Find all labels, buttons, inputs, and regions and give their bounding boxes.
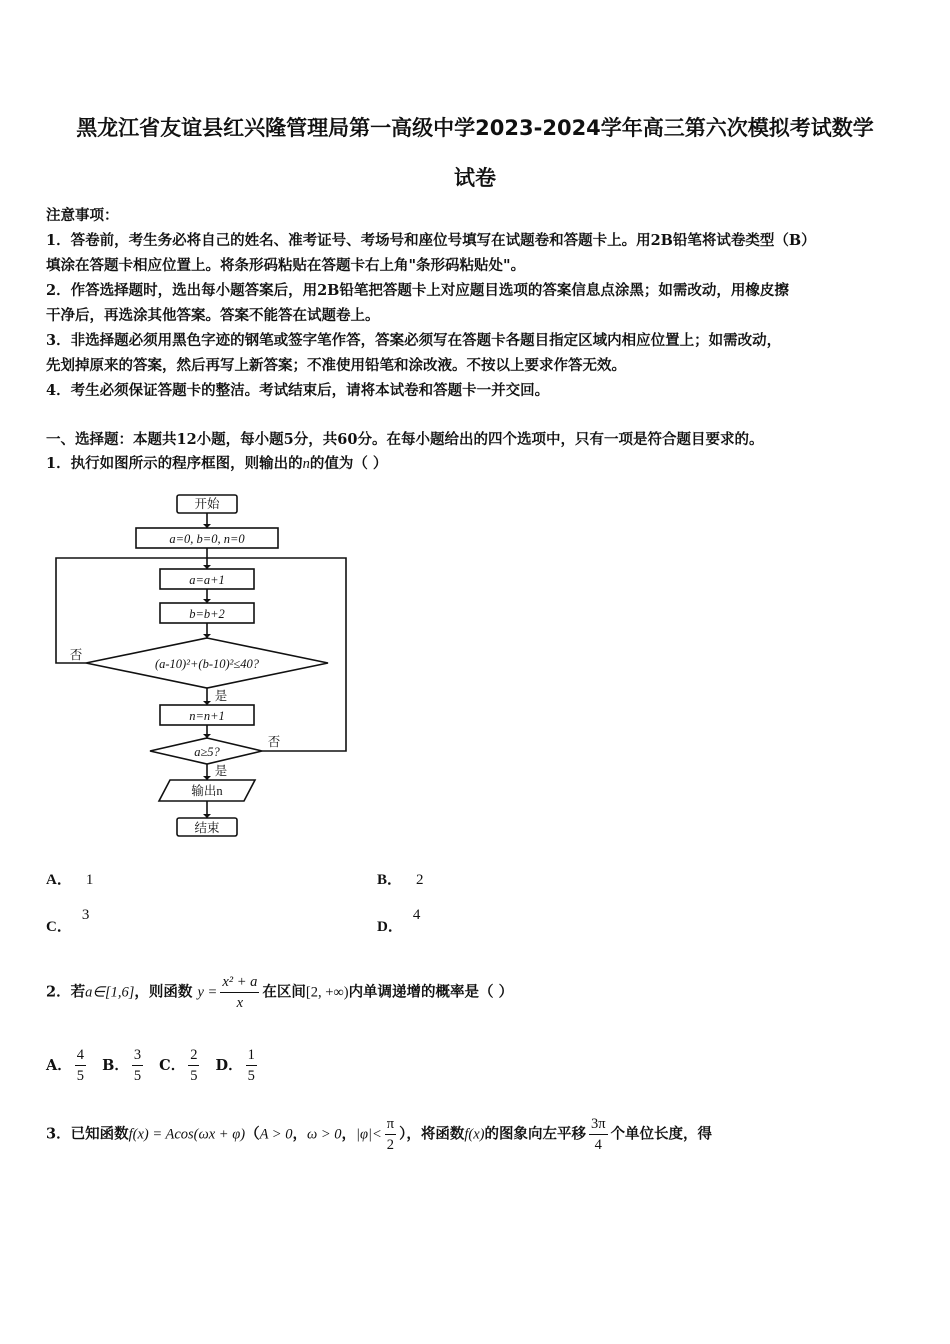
flow-cond1-label: (a-10)²+(b-10)²≤40? <box>154 657 260 671</box>
q3-c2: ω > 0 <box>306 1126 342 1143</box>
flow-start-label: 开始 <box>194 497 220 511</box>
q3-shift-fraction: $\frac{3\pi}{4}$ <box>590 1116 606 1153</box>
q3-prefix: 3．已知函数 <box>46 1125 129 1143</box>
q2-suffix: 内单调递增的概率是（ ） <box>348 983 514 1001</box>
notes-line: 先划掉原来的答案，然后再写上新答案；不准使用铅笔和涂改液。不按以上要求作答无效。 <box>46 357 626 374</box>
notes-line: 干净后，再选涂其他答案。答案不能答在试题卷上。 <box>46 307 380 324</box>
notes-heading: 注意事项： <box>46 207 119 224</box>
q2-fraction-num: x² + a <box>220 972 259 993</box>
q2-option-c-label: C． <box>159 1056 186 1074</box>
flow-end-label: 结束 <box>194 821 220 835</box>
page-title-line1: 黑龙江省友谊县红兴隆管理局第一高级中学2023-2024学年高三第六次模拟考试数学 <box>76 116 874 140</box>
q2-option-d-label: D． <box>215 1056 243 1074</box>
q3-sep1: ， <box>292 1125 307 1143</box>
notes-line: 1．答卷前，考生务必将自己的姓名、准考证号、考场号和座位号填写在试题卷和答题卡上。用2B铅笔将试卷类型（B） <box>46 232 816 249</box>
q1-option-a-value: 1 <box>85 872 94 888</box>
notes-line: 填涂在答题卡相应位置上。将条形码粘贴在答题卡右上角"条形码粘贴处"。 <box>46 257 526 274</box>
q2-fraction <box>220 972 259 1013</box>
flowchart <box>50 490 360 840</box>
q2-option-a-fraction: $\frac{4}{5}$ <box>76 1047 85 1084</box>
q3-fx: f(x) <box>464 1126 485 1143</box>
q2-cond: a∈[1,6] <box>85 984 135 1001</box>
q1-option-b-label: B． <box>377 872 403 888</box>
q3-sep2: ， <box>341 1125 356 1143</box>
q2-y: y = <box>197 984 218 1001</box>
q1-option-a-label: A． <box>46 872 72 888</box>
q2-interval-pre: 在区间 <box>262 983 306 1001</box>
q2-interval: [2, +∞) <box>305 984 349 1001</box>
q2-option-b-fraction: $\frac{3}{5}$ <box>133 1047 142 1084</box>
flow-output-label: 输出n <box>191 784 223 798</box>
q2-option-b-label: B． <box>102 1056 129 1074</box>
q2-prefix: 2．若 <box>46 983 86 1001</box>
q2-fraction-den: x <box>236 995 244 1011</box>
q3-suffix: 个单位长度，得 <box>610 1125 713 1143</box>
page-title-line2: 试卷 <box>454 166 496 190</box>
q1-var: n <box>302 456 310 472</box>
flow-no-label-2: 否 <box>267 735 281 749</box>
q1-option-d-value: 4 <box>412 907 421 923</box>
section-heading: 一、选择题：本题共12小题，每小题5分，共60分。在每小题给出的四个选项中，只有一项是符合题目要求的。 <box>46 431 764 448</box>
q3-c3: |φ|< <box>355 1126 382 1143</box>
flow-yes-label-2: 是 <box>214 764 228 778</box>
q3-cond-close: ），将函数 <box>399 1125 465 1143</box>
flow-no-label-1: 否 <box>69 648 83 662</box>
q3-pi-fraction: $\frac{\pi}{2}$ <box>386 1116 395 1153</box>
q3-cond-open: （ <box>245 1125 260 1143</box>
q2-options <box>46 1045 260 1086</box>
q3-c1: A > 0 <box>259 1126 293 1143</box>
flow-step-n-label: n=n+1 <box>189 709 225 723</box>
q2-option-c-fraction: $\frac{2}{5}$ <box>190 1047 198 1084</box>
q1-option-c[interactable] <box>46 903 90 935</box>
q1-option-d-label: D． <box>377 919 403 935</box>
question-2-stem <box>46 972 513 1013</box>
q2-mid: ，则函数 <box>134 983 193 1001</box>
q1-option-c-label: C． <box>46 919 72 935</box>
flow-step-b-label: b=b+2 <box>189 607 225 621</box>
q2-option-d-fraction: $\frac{1}{5}$ <box>247 1047 255 1084</box>
notes-line: 2．作答选择题时，选出每小题答案后，用2B铅笔把答题卡上对应题目选项的答案信息点涂黑；如需改动，用橡皮擦 <box>46 282 789 299</box>
q1-option-b-value: 2 <box>416 872 424 888</box>
flow-yes-label-1: 是 <box>214 689 228 703</box>
flow-init-label: a=0, b=0, n=0 <box>169 532 245 546</box>
q3-mid: 的图象向左平移 <box>484 1125 586 1143</box>
q2-option-c[interactable] <box>159 1047 202 1084</box>
q2-option-a[interactable] <box>46 1047 89 1084</box>
q2-option-d[interactable] <box>215 1047 260 1084</box>
question-1-stem <box>46 452 387 473</box>
question-3-stem <box>46 1114 712 1155</box>
q1-option-d[interactable] <box>377 903 421 935</box>
q2-option-b[interactable] <box>102 1047 146 1084</box>
q1-suffix: 的值为（ ） <box>309 455 388 472</box>
q1-prefix: 1．执行如图所示的程序框图，则输出的 <box>46 455 303 472</box>
notes-line: 3．非选择题必须用黑色字迹的钢笔或签字笔作答，答案必须写在答题卡各题目指定区域内相应位置上；如需改动， <box>46 332 782 349</box>
q1-option-c-value: 3 <box>81 907 90 923</box>
flow-step-a-label: a=a+1 <box>189 573 225 587</box>
q1-option-a[interactable] <box>46 868 93 889</box>
q3-func: f(x) = Acos(ωx + φ) <box>128 1126 246 1143</box>
notes-line: 4．考生必须保证答题卡的整洁。考试结束后，请将本试卷和答题卡一并交回。 <box>46 382 550 399</box>
q1-option-b[interactable] <box>377 868 424 889</box>
q2-option-a-label: A． <box>46 1056 72 1074</box>
flow-cond2-label: a≥5? <box>194 745 220 759</box>
